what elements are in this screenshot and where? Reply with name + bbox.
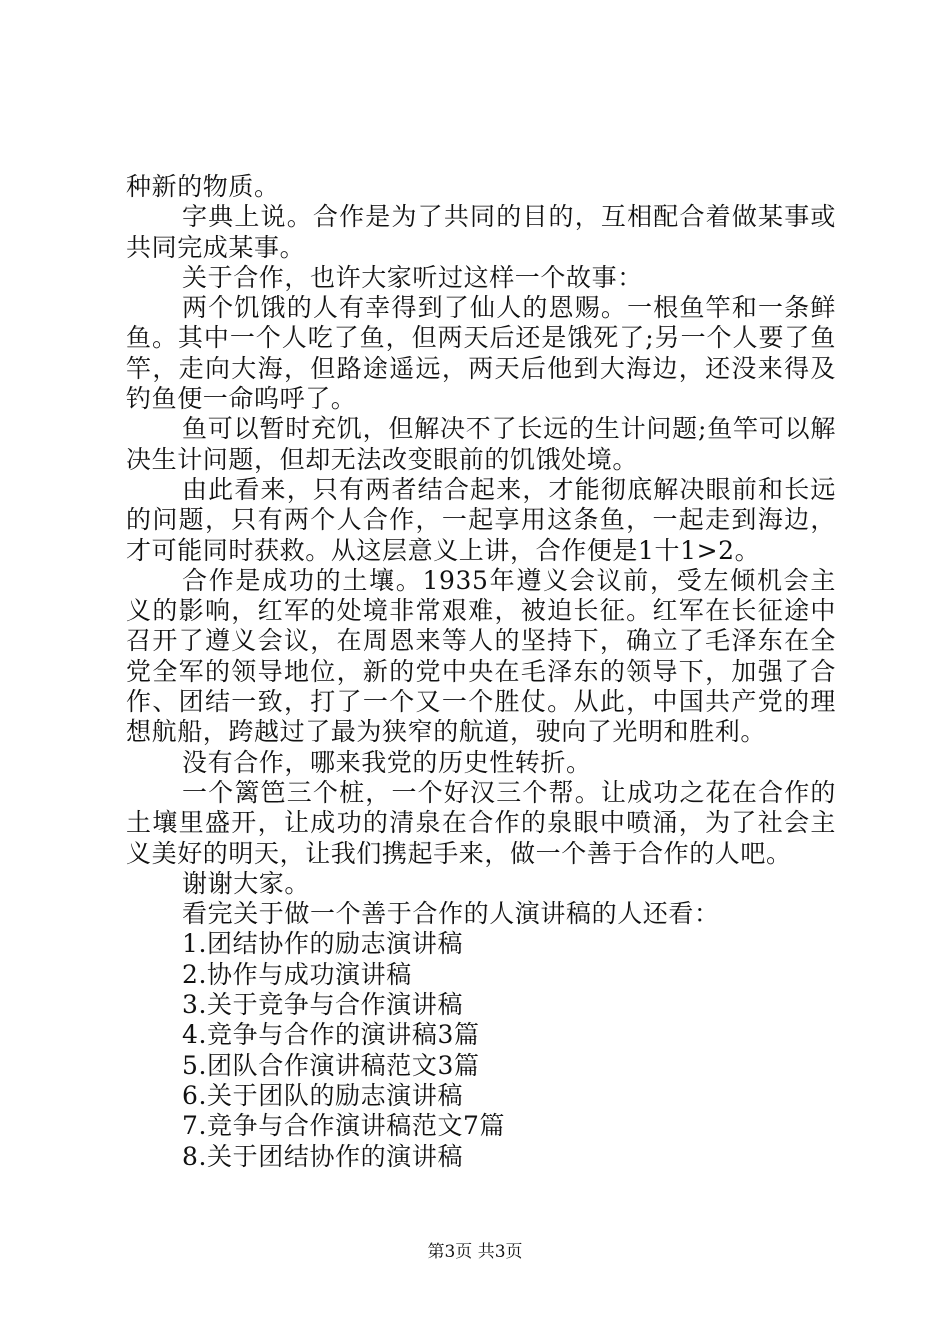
related-link-item: 6.关于团队的励志演讲稿 bbox=[182, 1080, 464, 1110]
paragraph: 两个饥饿的人有幸得到了仙人的恩赐。一根鱼竿和一条鲜鱼。其中一个人吃了鱼，但两天后还是饿死了;另一个人要了鱼竿，走向大海，但路途遥远，两天后他到大海边，还没来得及钓鱼便一命呜呼了。 bbox=[126, 293, 836, 414]
related-link-item: 8.关于团结协作的演讲稿 bbox=[182, 1141, 464, 1171]
page-footer bbox=[0, 1241, 950, 1263]
paragraph: 由此看来，只有两者结合起来，才能彻底解决眼前和长远的问题，只有两个人合作，一起享用这条鱼，一起走到海边，才可能同时获救。从这层意义上讲，合作便是1十1>2。 bbox=[126, 474, 836, 565]
related-link-item: 7.竞争与合作演讲稿范文7篇 bbox=[182, 1111, 506, 1141]
paragraph: 合作是成功的土壤。1935年遵义会议前，受左倾机会主义的影响，红军的处境非常艰难，被迫长征。红军在长征途中召开了遵义会议，在周恩来等人的坚持下，确立了毛泽东在全党全军的领导地位，新的党中央在毛泽东的领导下，加强了合作、团结一致，打了一个又一个胜仗。从此，中国共产党的理想航船，跨越过了最为狭窄的航道，驶向了光明和胜利。 bbox=[126, 565, 836, 747]
page-number: 第3页 共3页 bbox=[427, 1242, 523, 1262]
paragraph: 一个篱笆三个桩，一个好汉三个帮。让成功之花在合作的土壤里盛开，让成功的清泉在合作的泉眼中喷涌，为了社会主义美好的明天，让我们携起手来，做一个善于合作的人吧。 bbox=[126, 777, 836, 868]
paragraph: 字典上说。合作是为了共同的目的，互相配合着做某事或共同完成某事。 bbox=[126, 202, 836, 262]
related-link-item: 1.团结协作的励志演讲稿 bbox=[182, 929, 464, 959]
paragraph: 没有合作，哪来我党的历史性转折。 bbox=[182, 747, 592, 777]
related-link-item: 4.竞争与合作的演讲稿3篇 bbox=[182, 1020, 480, 1050]
related-link-item: 3.关于竞争与合作演讲稿 bbox=[182, 990, 464, 1020]
paragraph: 谢谢大家。 bbox=[182, 868, 311, 898]
paragraph: 鱼可以暂时充饥，但解决不了长远的生计问题;鱼竿可以解决生计问题，但却无法改变眼前的饥饿处境。 bbox=[126, 414, 836, 474]
related-link-item: 5.团队合作演讲稿范文3篇 bbox=[182, 1050, 480, 1080]
related-link-item: 2.协作与成功演讲稿 bbox=[182, 959, 412, 989]
document-body bbox=[126, 172, 836, 1172]
paragraph: 看完关于做一个善于合作的人演讲稿的人还看： bbox=[182, 899, 720, 929]
paragraph: 种新的物质。 bbox=[126, 172, 280, 201]
paragraph: 关于合作，也许大家听过这样一个故事： bbox=[182, 262, 643, 292]
